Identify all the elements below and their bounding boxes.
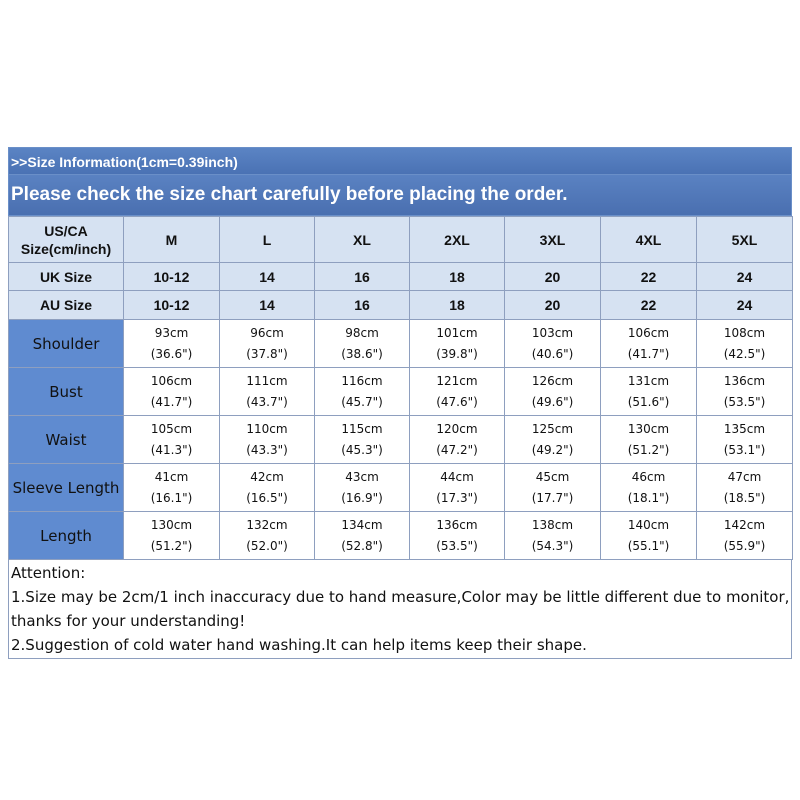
attention-notes xyxy=(8,560,792,659)
measurement-cm: 42cm xyxy=(250,469,284,484)
measurement-cm: 45cm xyxy=(535,469,570,484)
measurement-cell xyxy=(220,512,315,560)
measurement-row xyxy=(9,320,793,368)
measurement-cell xyxy=(601,416,697,464)
measurement-cell xyxy=(505,512,601,560)
measurement-cm: 46cm xyxy=(631,469,666,484)
size-header: 5XL xyxy=(697,217,793,263)
uk-size-row xyxy=(9,263,793,291)
measurement-inch: (55.9") xyxy=(723,538,766,553)
attention-note-2: 2.Suggestion of cold water hand washing.It can help items keep their shape. xyxy=(11,636,587,654)
measurement-cm: 136cm xyxy=(723,373,766,388)
measurement-inch: (43.3") xyxy=(246,442,288,457)
uk-size-value: 22 xyxy=(601,263,697,291)
measurement-cell xyxy=(410,416,505,464)
measurement-cell xyxy=(124,512,220,560)
measurement-cell xyxy=(124,368,220,416)
measurement-cell xyxy=(220,416,315,464)
measurement-inch: (37.8") xyxy=(246,346,288,361)
measurement-inch: (52.0") xyxy=(246,538,288,553)
au-size-row xyxy=(9,291,793,320)
measurement-cell xyxy=(220,368,315,416)
measurement-cm: 135cm xyxy=(723,421,766,436)
measurement-cm: 106cm xyxy=(150,373,193,388)
measurement-cell xyxy=(697,368,793,416)
measurement-cell xyxy=(124,416,220,464)
size-header: L xyxy=(220,217,315,263)
measurement-cell xyxy=(410,368,505,416)
measurement-cell xyxy=(697,512,793,560)
measurement-inch: (18.5") xyxy=(723,490,766,505)
measurement-inch: (16.1") xyxy=(150,490,193,505)
measurement-inch: (17.7") xyxy=(531,490,574,505)
measurement-cm: 138cm xyxy=(531,517,574,532)
measurement-cm: 116cm xyxy=(341,373,383,388)
uk-size-value: 20 xyxy=(505,263,601,291)
measurement-cell xyxy=(220,464,315,512)
attention-note-1: 1.Size may be 2cm/1 inch inaccuracy due to hand measure,Color may be little different due to monitor, xyxy=(11,588,790,606)
size-header-row xyxy=(9,217,793,263)
measurement-inch: (49.6") xyxy=(531,394,574,409)
measurement-label: Bust xyxy=(9,368,124,416)
attention-note-1-cont: thanks for your understanding! xyxy=(11,612,246,630)
measurement-inch: (18.1") xyxy=(627,490,670,505)
size-chart xyxy=(8,147,792,659)
au-size-value: 24 xyxy=(697,291,793,320)
measurement-cm: 103cm xyxy=(531,325,574,340)
measurement-cm: 121cm xyxy=(436,373,478,388)
measurement-label: Length xyxy=(9,512,124,560)
measurement-label: Waist xyxy=(9,416,124,464)
measurement-inch: (41.7") xyxy=(150,394,193,409)
measurement-label: Sleeve Length xyxy=(9,464,124,512)
measurement-inch: (53.5") xyxy=(436,538,478,553)
measurement-row xyxy=(9,464,793,512)
uk-size-value: 10-12 xyxy=(124,263,220,291)
measurement-cm: 43cm xyxy=(345,469,379,484)
measurement-row xyxy=(9,416,793,464)
measurement-inch: (16.5") xyxy=(246,490,288,505)
measurement-label: Shoulder xyxy=(9,320,124,368)
uk-size-value: 14 xyxy=(220,263,315,291)
measurement-inch: (52.8") xyxy=(341,538,383,553)
measurement-cell xyxy=(410,512,505,560)
size-info-banner: >>Size Information(1cm=0.39inch) xyxy=(8,147,792,175)
size-header: XL xyxy=(315,217,410,263)
measurement-cell xyxy=(601,512,697,560)
measurement-inch: (36.6") xyxy=(150,346,193,361)
uk-size-value: 24 xyxy=(697,263,793,291)
measurement-cell xyxy=(505,416,601,464)
measurement-cm: 98cm xyxy=(345,325,379,340)
measurement-cm: 132cm xyxy=(246,517,288,532)
measurement-cell xyxy=(601,464,697,512)
corner-label-line2: Size(cm/inch) xyxy=(20,240,112,257)
measurement-inch: (38.6") xyxy=(341,346,383,361)
measurement-inch: (40.6") xyxy=(531,346,574,361)
measurement-inch: (17.3") xyxy=(436,490,478,505)
measurement-cell xyxy=(315,464,410,512)
size-header: 3XL xyxy=(505,217,601,263)
au-size-value: 16 xyxy=(315,291,410,320)
size-header: M xyxy=(124,217,220,263)
measurement-row xyxy=(9,368,793,416)
measurement-cm: 108cm xyxy=(723,325,766,340)
notice-banner: Please check the size chart carefully before placing the order. xyxy=(8,175,792,216)
measurement-cell xyxy=(315,416,410,464)
measurement-cm: 96cm xyxy=(250,325,284,340)
measurement-inch: (16.9") xyxy=(341,490,383,505)
measurement-inch: (45.3") xyxy=(341,442,383,457)
measurement-cell xyxy=(410,464,505,512)
measurement-cell xyxy=(220,320,315,368)
measurement-cm: 125cm xyxy=(531,421,574,436)
measurement-cell xyxy=(315,368,410,416)
measurement-inch: (51.6") xyxy=(627,394,670,409)
measurement-inch: (43.7") xyxy=(246,394,288,409)
measurement-cm: 111cm xyxy=(246,373,288,388)
measurement-cm: 136cm xyxy=(436,517,478,532)
measurement-inch: (47.2") xyxy=(436,442,478,457)
measurement-cm: 47cm xyxy=(727,469,762,484)
measurement-cell xyxy=(505,320,601,368)
measurement-inch: (55.1") xyxy=(627,538,670,553)
measurement-cell xyxy=(697,320,793,368)
measurement-cm: 105cm xyxy=(150,421,193,436)
measurement-cell xyxy=(697,464,793,512)
measurement-cell xyxy=(697,416,793,464)
measurement-inch: (41.3") xyxy=(150,442,193,457)
au-size-value: 20 xyxy=(505,291,601,320)
corner-label-line1: US/CA xyxy=(44,222,88,239)
au-size-value: 18 xyxy=(410,291,505,320)
measurement-inch: (54.3") xyxy=(531,538,574,553)
measurement-cell xyxy=(410,320,505,368)
uk-size-value: 18 xyxy=(410,263,505,291)
measurement-cm: 44cm xyxy=(440,469,474,484)
measurement-cm: 140cm xyxy=(627,517,670,532)
measurement-inch: (39.8") xyxy=(436,346,478,361)
uk-size-value: 16 xyxy=(315,263,410,291)
measurement-cm: 120cm xyxy=(436,421,478,436)
measurement-cm: 41cm xyxy=(154,469,189,484)
measurement-cm: 134cm xyxy=(341,517,383,532)
au-size-label: AU Size xyxy=(9,291,124,320)
measurement-cell xyxy=(505,368,601,416)
measurement-cm: 115cm xyxy=(341,421,383,436)
measurement-inch: (53.5") xyxy=(723,394,766,409)
measurement-cm: 93cm xyxy=(154,325,189,340)
measurement-cm: 101cm xyxy=(436,325,478,340)
measurement-cm: 131cm xyxy=(627,373,670,388)
au-size-value: 22 xyxy=(601,291,697,320)
measurement-inch: (41.7") xyxy=(627,346,670,361)
measurement-cell xyxy=(124,320,220,368)
measurement-inch: (45.7") xyxy=(341,394,383,409)
uk-size-label: UK Size xyxy=(9,263,124,291)
measurement-cell xyxy=(601,368,697,416)
measurement-cell xyxy=(315,320,410,368)
measurement-row xyxy=(9,512,793,560)
measurement-cm: 110cm xyxy=(246,421,288,436)
measurement-inch: (53.1") xyxy=(723,442,766,457)
au-size-value: 10-12 xyxy=(124,291,220,320)
measurement-cm: 126cm xyxy=(531,373,574,388)
measurement-inch: (51.2") xyxy=(150,538,193,553)
measurement-cell xyxy=(601,320,697,368)
measurement-cm: 130cm xyxy=(150,517,193,532)
measurement-inch: (49.2") xyxy=(531,442,574,457)
measurement-cell xyxy=(315,512,410,560)
au-size-value: 14 xyxy=(220,291,315,320)
size-header: 4XL xyxy=(601,217,697,263)
size-header: 2XL xyxy=(410,217,505,263)
measurement-cell xyxy=(505,464,601,512)
corner-cell xyxy=(9,217,124,263)
measurement-inch: (47.6") xyxy=(436,394,478,409)
measurement-cell xyxy=(124,464,220,512)
measurement-cm: 142cm xyxy=(723,517,766,532)
measurement-inch: (51.2") xyxy=(627,442,670,457)
measurement-cm: 130cm xyxy=(627,421,670,436)
size-table xyxy=(8,216,793,560)
measurement-cm: 106cm xyxy=(627,325,670,340)
measurement-inch: (42.5") xyxy=(723,346,766,361)
attention-title: Attention: xyxy=(11,564,86,582)
